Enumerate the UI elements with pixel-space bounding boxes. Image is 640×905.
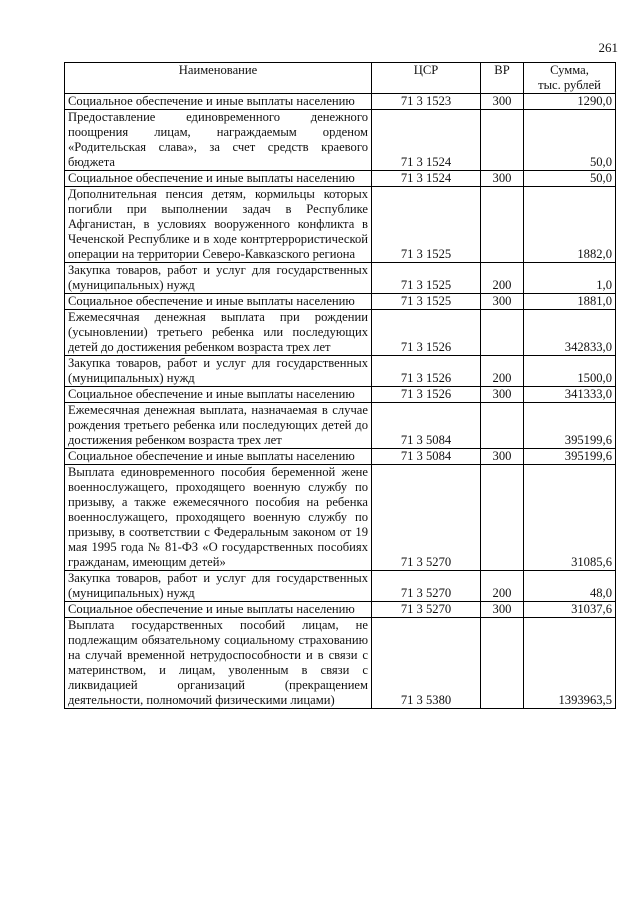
- row-name: Социальное обеспечение и иные выплаты населению: [65, 387, 372, 403]
- table-header-row: [65, 63, 616, 94]
- row-sum: 31085,6: [524, 465, 616, 571]
- row-vr: [481, 403, 524, 449]
- budget-table: [64, 62, 616, 709]
- row-csr: 71 3 1526: [372, 310, 481, 356]
- row-csr: 71 3 1526: [372, 387, 481, 403]
- row-csr: 71 3 5270: [372, 465, 481, 571]
- row-sum: 50,0: [524, 110, 616, 171]
- table-row: [65, 387, 616, 403]
- table-row: [65, 356, 616, 387]
- table-row: [65, 171, 616, 187]
- row-sum: 341333,0: [524, 387, 616, 403]
- row-name: Закупка товаров, работ и услуг для государственных (муниципальных) нужд: [65, 356, 372, 387]
- row-vr: 300: [481, 294, 524, 310]
- header-csr: ЦСР: [372, 63, 481, 94]
- row-vr: 300: [481, 171, 524, 187]
- row-name: Предоставление единовременного денежного поощрения лицам, награждаемым орденом «Родительская слава», за счет средств краевого бюджета: [65, 110, 372, 171]
- table-row: [65, 94, 616, 110]
- header-vr: ВР: [481, 63, 524, 94]
- row-name: Социальное обеспечение и иные выплаты населению: [65, 171, 372, 187]
- row-sum: 31037,6: [524, 602, 616, 618]
- table-row: [65, 602, 616, 618]
- header-sum: [524, 63, 616, 94]
- row-csr: 71 3 5084: [372, 449, 481, 465]
- table-row: [65, 618, 616, 709]
- row-vr: 300: [481, 387, 524, 403]
- row-csr: 71 3 1525: [372, 263, 481, 294]
- row-vr: [481, 618, 524, 709]
- row-sum: 48,0: [524, 571, 616, 602]
- row-vr: 300: [481, 602, 524, 618]
- row-csr: 71 3 1523: [372, 94, 481, 110]
- row-name: Социальное обеспечение и иные выплаты населению: [65, 294, 372, 310]
- row-vr: 300: [481, 449, 524, 465]
- row-vr: 200: [481, 263, 524, 294]
- row-csr: 71 3 5270: [372, 602, 481, 618]
- row-csr: 71 3 5270: [372, 571, 481, 602]
- table-row: [65, 403, 616, 449]
- row-csr: 71 3 1526: [372, 356, 481, 387]
- row-sum: 50,0: [524, 171, 616, 187]
- row-sum: 1882,0: [524, 187, 616, 263]
- table-row: [65, 294, 616, 310]
- row-name: Закупка товаров, работ и услуг для государственных (муниципальных) нужд: [65, 571, 372, 602]
- row-vr: 300: [481, 94, 524, 110]
- row-name: Социальное обеспечение и иные выплаты населению: [65, 602, 372, 618]
- row-sum: 1881,0: [524, 294, 616, 310]
- row-csr: 71 3 5084: [372, 403, 481, 449]
- row-name: Социальное обеспечение и иные выплаты населению: [65, 449, 372, 465]
- row-vr: [481, 465, 524, 571]
- row-vr: [481, 110, 524, 171]
- row-name: Выплата единовременного пособия беременной жене военнослужащего, проходящего военную службу по призыву, а также ежемесячного пособия на ребенка военнослужащего, проходящего военную службу по призыву, в соответствии с Федеральным законом от 19 мая 1995 года № 81-ФЗ «О государственных пособиях гражданам, имеющим детей»: [65, 465, 372, 571]
- row-name: Выплата государственных пособий лицам, не подлежащим обязательному социальному страхованию на случай временной нетрудоспособности и в связи с материнством, и лицам, уволенным в связи с ликвидацией организаций (прекращением деятельности, полномочий физическими лицами): [65, 618, 372, 709]
- row-csr: 71 3 1525: [372, 294, 481, 310]
- row-sum: 342833,0: [524, 310, 616, 356]
- row-name: Ежемесячная денежная выплата при рождении (усыновлении) третьего ребенка или последующих детей до достижения ребенком возраста трех лет: [65, 310, 372, 356]
- row-csr: 71 3 1524: [372, 171, 481, 187]
- header-name: Наименование: [65, 63, 372, 94]
- table-row: [65, 449, 616, 465]
- table-row: [65, 465, 616, 571]
- row-sum: 395199,6: [524, 403, 616, 449]
- page-number: 261: [598, 40, 618, 55]
- table-row: [65, 310, 616, 356]
- header-sum-line1: Сумма,: [550, 63, 589, 77]
- row-sum: 1,0: [524, 263, 616, 294]
- table-row: [65, 263, 616, 294]
- table-row: [65, 110, 616, 171]
- row-csr: 71 3 1524: [372, 110, 481, 171]
- row-name: Ежемесячная денежная выплата, назначаемая в случае рождения третьего ребенка или последующих детей до достижения ребенком возраста трех лет: [65, 403, 372, 449]
- row-vr: [481, 310, 524, 356]
- row-name: Социальное обеспечение и иные выплаты населению: [65, 94, 372, 110]
- row-sum: 1290,0: [524, 94, 616, 110]
- header-sum-line2: тыс. рублей: [538, 78, 601, 92]
- row-name: Закупка товаров, работ и услуг для государственных (муниципальных) нужд: [65, 263, 372, 294]
- row-sum: 395199,6: [524, 449, 616, 465]
- row-vr: [481, 187, 524, 263]
- table-row: [65, 571, 616, 602]
- table-body: [65, 94, 616, 709]
- row-sum: 1393963,5: [524, 618, 616, 709]
- row-name: Дополнительная пенсия детям, кормильцы которых погибли при выполнении задач в Республике Афганистан, в условиях вооруженного конфликта в Чеченской Республике и в ходе контртеррористической операции на территории Северо-Кавказского региона: [65, 187, 372, 263]
- row-sum: 1500,0: [524, 356, 616, 387]
- row-csr: 71 3 5380: [372, 618, 481, 709]
- table-row: [65, 187, 616, 263]
- row-vr: 200: [481, 571, 524, 602]
- row-vr: 200: [481, 356, 524, 387]
- row-csr: 71 3 1525: [372, 187, 481, 263]
